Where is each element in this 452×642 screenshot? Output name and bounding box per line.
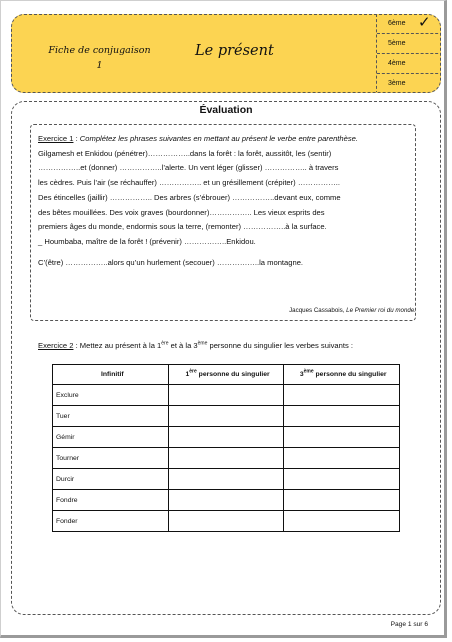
fiche-label <box>37 43 162 73</box>
text-line: Gilgamesh et Enkidou (pénétrer)……………..dans la forêt : la forêt, aussitôt, les (sentir) <box>38 148 332 158</box>
exercise2-instruction <box>38 341 418 350</box>
instruction-part: et à la 3 <box>168 341 198 350</box>
source-citation <box>240 307 416 314</box>
header-text: 1 <box>185 371 190 378</box>
answer-cell-3rd[interactable] <box>284 469 400 490</box>
header-text: personne du singulier <box>313 371 387 378</box>
table-row <box>53 406 400 427</box>
text-line: les cèdres. Puis l’air (se réchauffer) …………….. et un grésillement (crépiter) …………….. <box>38 178 341 188</box>
level-label: 6ème <box>388 20 406 27</box>
answer-cell-1st[interactable] <box>168 469 284 490</box>
answer-cell-3rd[interactable] <box>284 385 400 406</box>
table-row <box>53 448 400 469</box>
table-row <box>53 427 400 448</box>
superscript: ème <box>303 368 314 375</box>
level-3 <box>377 74 441 93</box>
level-6 <box>377 14 441 34</box>
verb-cell: Fonder <box>53 511 169 532</box>
check-icon: ✓ <box>418 14 431 31</box>
table-row <box>53 385 400 406</box>
source-title: Le Premier roi du monde. <box>346 307 416 314</box>
text-line: _ Houmbaba, maître de la forêt ! (prévenir) ……………..Enkidou. <box>38 236 256 246</box>
text-line: C’(être) ……………..alors qu’un hurlement (secouer) ……………..la montagne. <box>38 257 304 267</box>
level-label: 3ème <box>388 80 406 87</box>
text-line: Des étincelles (jaillir) …………….. Des arbres (s’ébrouer) ……………..devant eux, comme <box>38 192 341 202</box>
column-header-1st <box>168 365 284 385</box>
answer-cell-1st[interactable] <box>168 490 284 511</box>
instruction-part: personne du singulier les verbes suivants : <box>207 341 354 350</box>
level-label: 4ème <box>388 60 406 67</box>
verb-cell: Gémir <box>53 427 169 448</box>
answer-cell-1st[interactable] <box>168 448 284 469</box>
answer-cell-3rd[interactable] <box>284 490 400 511</box>
level-5 <box>377 34 441 54</box>
answer-cell-1st[interactable] <box>168 406 284 427</box>
fiche-title: Fiche de conjugaison <box>48 45 151 56</box>
level-4 <box>377 54 441 74</box>
table-row <box>53 511 400 532</box>
exercise1-text <box>38 132 410 270</box>
header-text: personne du singulier <box>196 371 270 378</box>
level-selector <box>376 14 441 93</box>
header-text: 3 <box>299 371 304 378</box>
instruction-part: : Mettez au présent à la 1 <box>73 341 162 350</box>
superscript: ère <box>161 340 169 347</box>
table-row <box>53 469 400 490</box>
answer-cell-1st[interactable] <box>168 427 284 448</box>
page-title: Le présent <box>195 43 274 59</box>
answer-cell-3rd[interactable] <box>284 511 400 532</box>
answer-cell-1st[interactable] <box>168 511 284 532</box>
worksheet-header <box>11 14 441 93</box>
instruction-text: Complétez les phrases suivantes en mettant au présent le verbe entre parenthèse. <box>79 134 358 143</box>
exercise1-label: Exercice 1 <box>38 134 74 143</box>
answer-cell-1st[interactable] <box>168 385 284 406</box>
separator: : <box>73 134 80 143</box>
fiche-number: 1 <box>96 60 103 71</box>
column-header-3rd <box>284 365 400 385</box>
answer-cell-3rd[interactable] <box>284 406 400 427</box>
exercise2-label: Exercice 2 <box>38 341 74 350</box>
verb-cell: Durcir <box>53 469 169 490</box>
exercise1-instruction <box>38 132 410 147</box>
verb-cell: Exclure <box>53 385 169 406</box>
superscript: ème <box>197 340 208 347</box>
level-label: 5ème <box>388 40 406 47</box>
superscript: ère <box>189 368 197 375</box>
table-row <box>53 490 400 511</box>
text-line: ……………..et (donner) ……………..l’alerte. Un vent léger (glisser) …………….. à travers <box>38 163 339 173</box>
verb-cell: Tourner <box>53 448 169 469</box>
answer-cell-3rd[interactable] <box>284 448 400 469</box>
evaluation-title: Évaluation <box>199 104 253 116</box>
table-header-row <box>53 365 400 385</box>
answer-cell-3rd[interactable] <box>284 427 400 448</box>
source-author: Jacques Cassabois, <box>289 307 347 314</box>
conjugation-table <box>52 364 400 532</box>
column-header-infinitif: Infinitif <box>53 365 169 385</box>
text-line: des bêtes mouillées. Des voix graves (bourdonner)…………….. Les vieux esprits des <box>38 207 325 217</box>
verb-cell: Tuer <box>53 406 169 427</box>
text-line: premiers âges du monde, endormis sous la terre, (remonter) ……………..à la surface. <box>38 222 327 232</box>
page-number: Page 1 sur 6 <box>390 621 428 628</box>
verb-cell: Fondre <box>53 490 169 511</box>
